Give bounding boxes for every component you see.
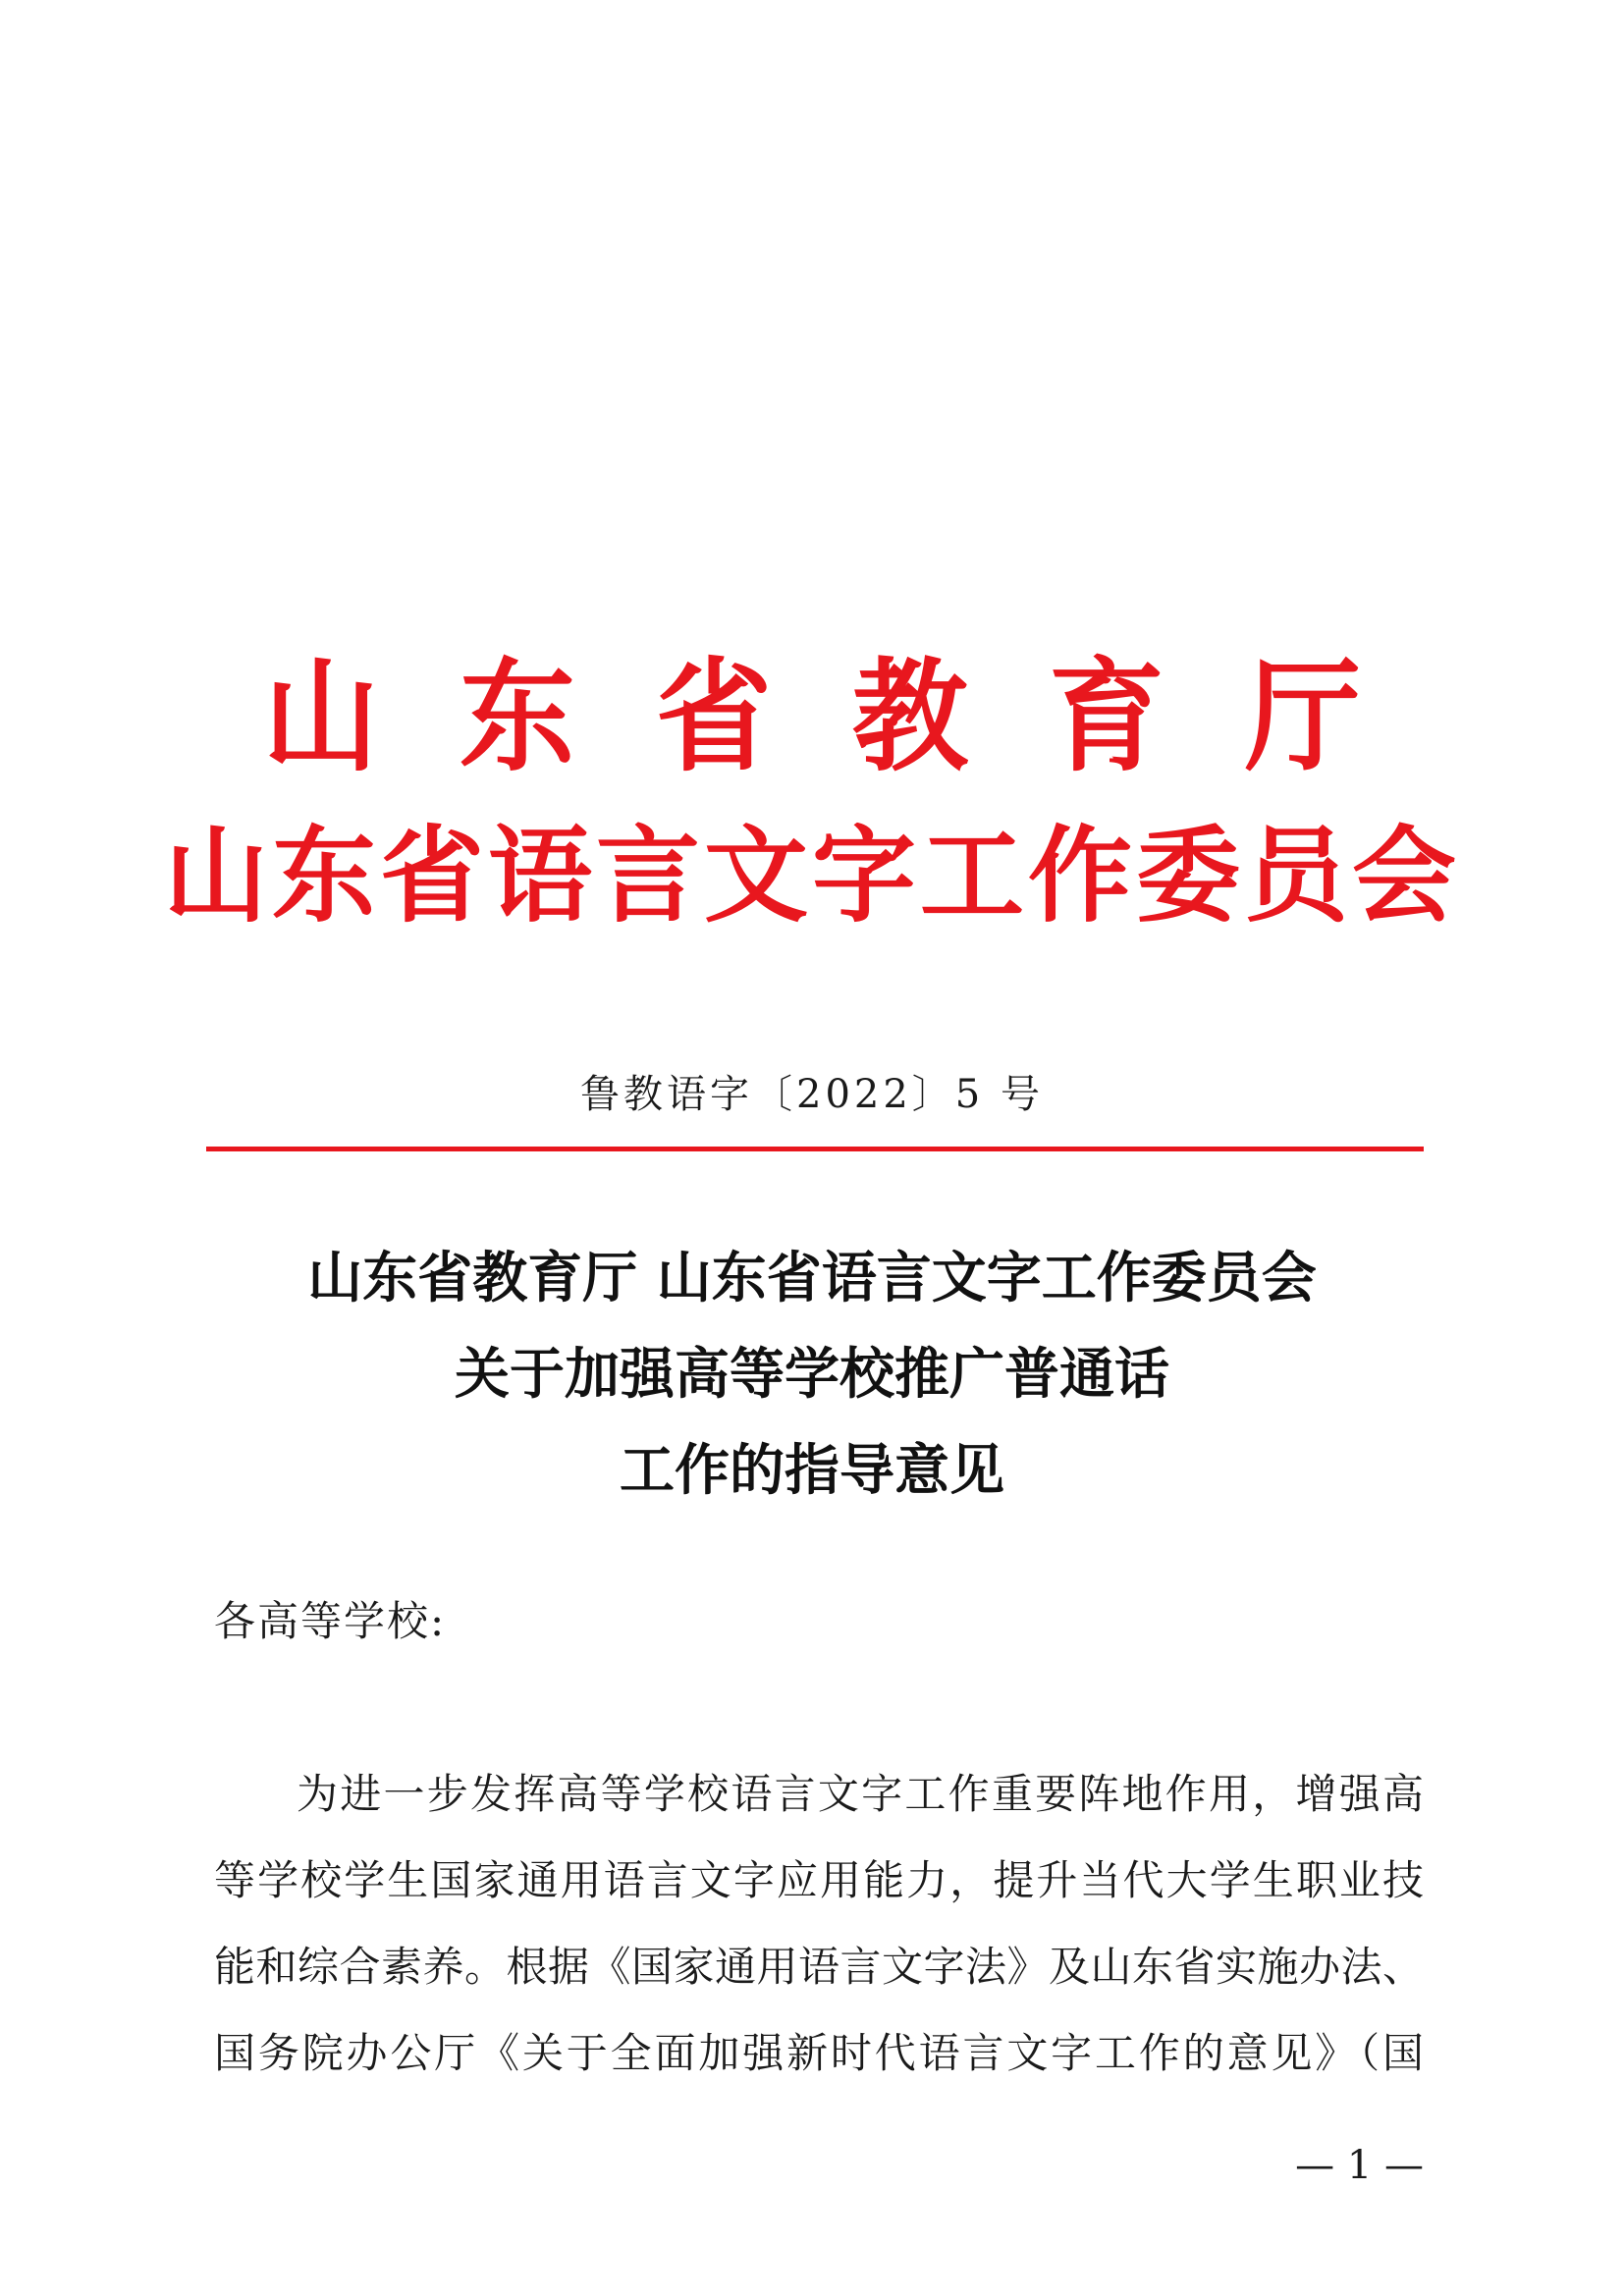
- issuer-name-education-department: 山东省教育厅: [262, 645, 1441, 788]
- body-paragraph-line: 为进一步发挥高等学校语言文字工作重要阵地作用，增强高: [297, 1770, 1424, 1818]
- body-paragraph-line: 能和综合素养。根据《国家通用语言文字法》及山东省实施办法、: [214, 1943, 1424, 1991]
- body-paragraph-line: 等学校学生国家通用语言文字应用能力，提升当代大学生职业技: [214, 1856, 1424, 1904]
- issuer-name-language-committee: 山东省语言文字工作委员会: [164, 816, 1460, 936]
- body-paragraph-line: 国务院办公厅《关于全面加强新时代语言文字工作的意见》（国: [214, 2029, 1424, 2077]
- document-title-line-2: 关于加强高等学校推广普通话: [455, 1343, 1169, 1407]
- document-number: 鲁教语字〔2022〕5 号: [580, 1072, 1044, 1117]
- page-number: — 1 —: [1295, 2143, 1424, 2188]
- document-title-line-1: 山东省教育厅 山东省语言文字工作委员会: [307, 1247, 1317, 1310]
- red-separator-line: [206, 1147, 1424, 1151]
- salutation: 各高等学校:: [214, 1597, 447, 1645]
- document-title-line-3: 工作的指导意见: [620, 1439, 1004, 1503]
